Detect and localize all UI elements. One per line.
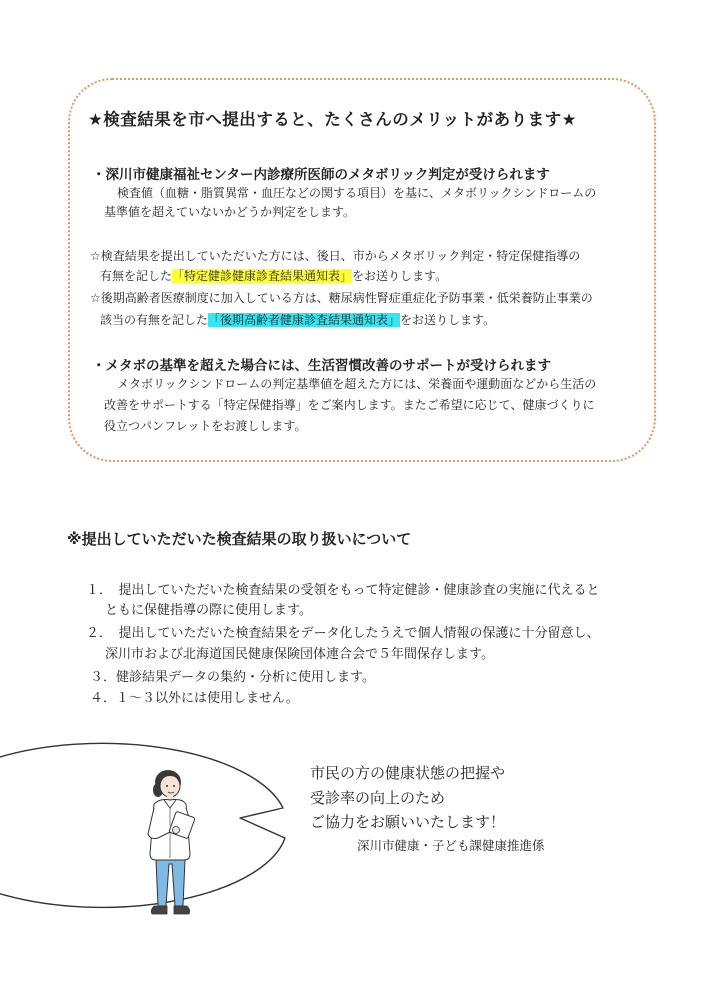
- bubble-line2: 受診率の向上のため: [310, 789, 446, 807]
- note1-line2-pre: 有無を記した: [100, 269, 173, 283]
- elderly-notice-highlight: 「後期高齢者健康診査結果通知表」: [208, 313, 401, 327]
- bubble-line1: 市民の方の健康状態の把握や: [310, 764, 506, 782]
- point2-line3: 役立つパンフレットをお渡しします。: [104, 419, 307, 433]
- note2-line2-pre: 該当の有無を記した: [100, 313, 209, 327]
- list-item-1-line2: ともに保健指導の際に使用します。: [105, 603, 312, 618]
- list-item-1-line1: １． 提出していただいた検査結果の受領をもって特定健診・健康診査の実施に代えると: [86, 583, 600, 598]
- point1-heading: ・深川市健康福祉センター内診療所医師のメタボリック判定が受けられます: [92, 167, 550, 183]
- point2-line2: 改善をサポートする「特定保健指導」をご案内します。またご希望に応じて、健康づくりに: [104, 398, 595, 412]
- list-item-2-line1: ２． 提出していただいた検査結果をデータ化したうえで個人情報の保護に十分留意し、: [86, 626, 600, 641]
- bubble-line3: ご協力をお願いいたします！: [310, 813, 506, 831]
- point2-line1: メタボリックシンドロームの判定基準値を超えた方には、栄養面や運動面などから生活の: [117, 377, 597, 391]
- merit-box-title: ★検査結果を市へ提出すると、たくさんのメリットがあります★: [88, 110, 577, 129]
- department-name: 深川市健康・子ども課健康推進係: [357, 838, 545, 853]
- note2-line1: ☆後期高齢者医療制度に加入している方は、糖尿病性腎症重症化予防事業・低栄養防止事業の: [90, 291, 593, 305]
- result-notice-highlight: 「特定健診健康診査結果通知表」: [172, 269, 353, 283]
- list-item-4: ４．１～３以外には使用しません。: [90, 691, 299, 706]
- list-item-2-line2: 深川市および北海道国民健康保険団体連合会で５年間保存します。: [105, 647, 494, 662]
- note2-line2-post: をお送りします。: [400, 313, 496, 327]
- list-item-3: ３．健診結果データの集約・分析に使用します。: [90, 670, 375, 685]
- point2-heading: ・メタボの基準を超えた場合には、生活習慣改善のサポートが受けられます: [92, 358, 551, 374]
- nurse-illustration: [140, 768, 220, 928]
- point1-line2: 基準値を超えていないかどうか判定をします。: [104, 205, 356, 219]
- handling-section-title: ※提出していただいた検査結果の取り扱いについて: [67, 530, 412, 548]
- note1-line2-post: をお送りします。: [352, 269, 448, 283]
- point1-line1: 検査値（血糖・脂質異常・血圧などの関する項目）を基に、メタボリックシンドロームの: [117, 186, 597, 200]
- note1-line1: ☆検査結果を提出していただいた方には、後日、市からメタボリック判定・特定保健指導の: [90, 249, 581, 263]
